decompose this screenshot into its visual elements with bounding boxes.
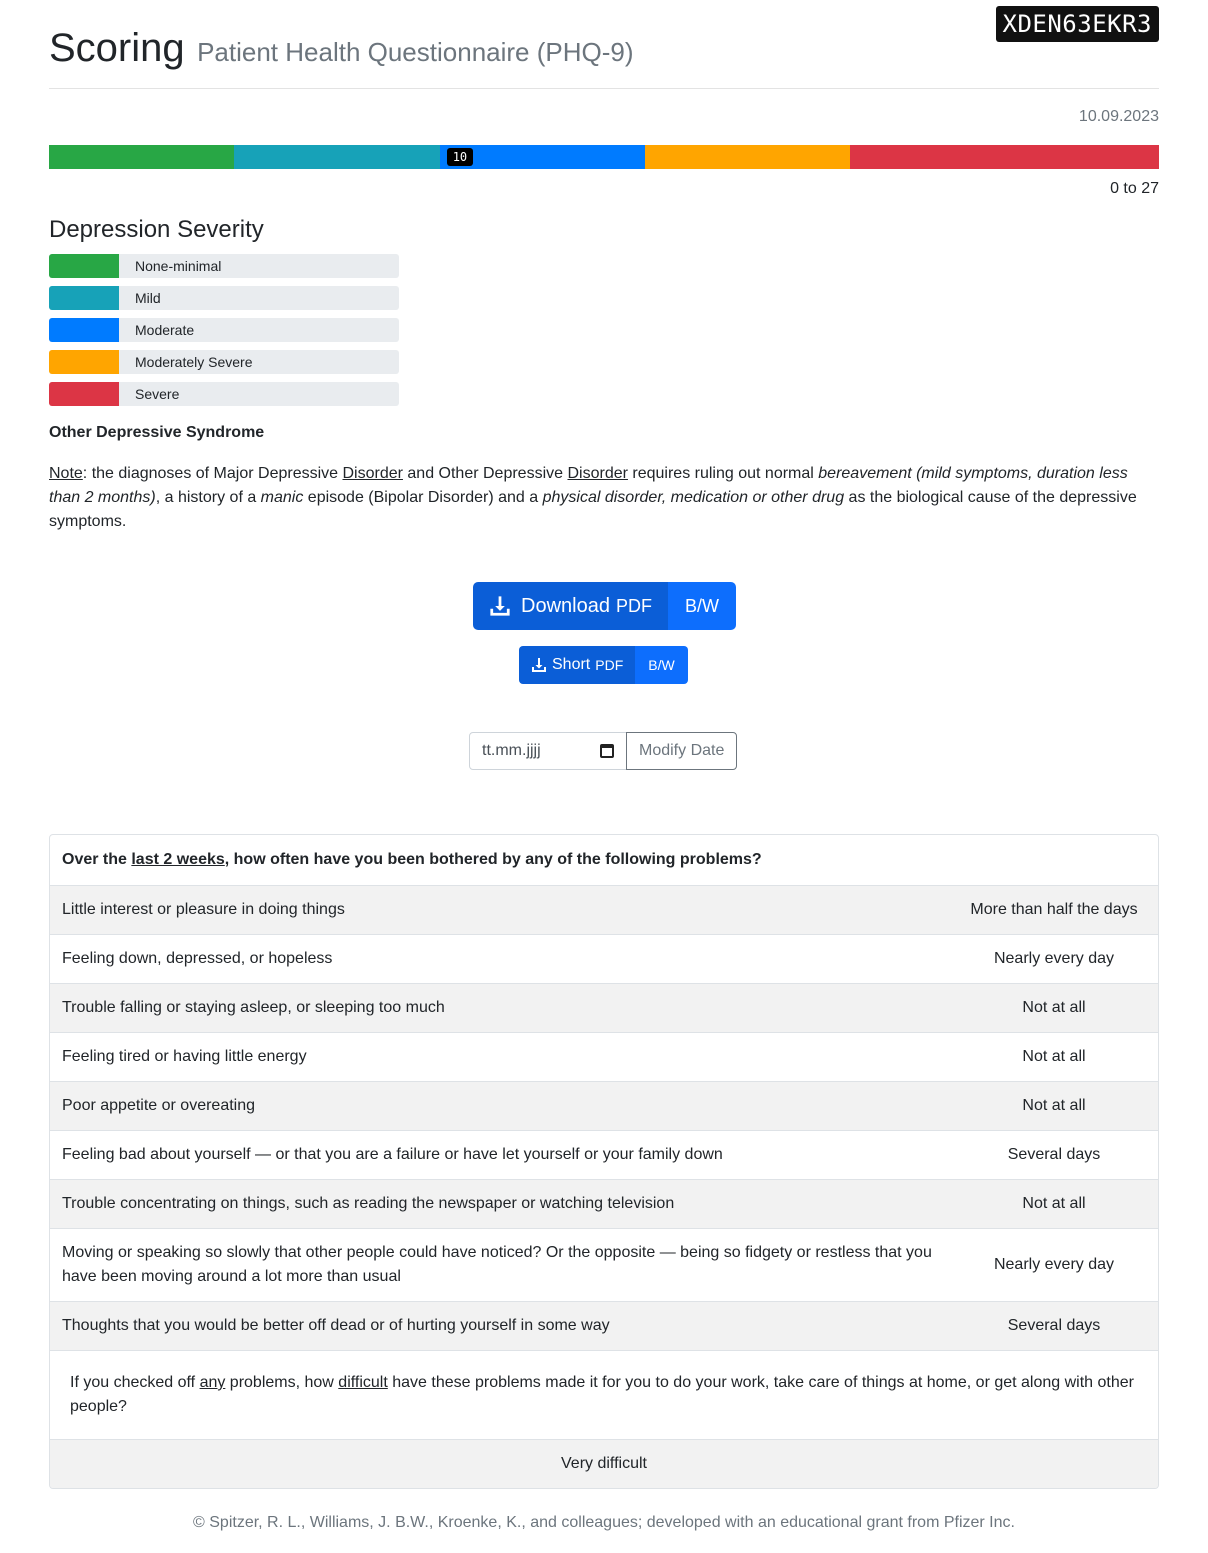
legend-label: None-minimal: [135, 258, 222, 274]
download-icon: [489, 595, 511, 617]
page-title: Scoring: [49, 26, 185, 70]
note-disorder-term: Disorder: [567, 465, 628, 482]
score-marker: 10: [447, 148, 473, 166]
legend-swatch: [49, 382, 119, 406]
date-input[interactable]: [469, 732, 627, 770]
question-answer: Not at all: [1022, 1097, 1086, 1114]
difficulty-question: [50, 1351, 1158, 1440]
note-label: Note: [49, 465, 83, 482]
table-row: [50, 1180, 1158, 1229]
question-answer: Several days: [1007, 1317, 1101, 1334]
legend-item-mild: [49, 286, 399, 310]
legend-label: Moderate: [135, 322, 195, 338]
short-pdf-label: PDF: [595, 657, 624, 673]
note-text: , a history of a: [155, 489, 261, 506]
note-text: : the diagnoses of Major Depressive: [82, 465, 343, 482]
table-row: [50, 1302, 1158, 1351]
date-input-placeholder: tt.mm.jjjj: [482, 742, 541, 759]
legend-swatch: [49, 286, 119, 310]
table-row: [50, 984, 1158, 1033]
legend-swatch: [49, 318, 119, 342]
score-range-label: 0 to 27: [1110, 180, 1159, 197]
table-row: [50, 1033, 1158, 1082]
short-pdf-group: [519, 646, 688, 684]
download-label: Download: [521, 594, 610, 617]
note-disorder-term: Disorder: [342, 465, 403, 482]
short-pdf-button[interactable]: [519, 646, 635, 684]
download-pdf-group: [473, 582, 736, 630]
legend-swatch: [49, 254, 119, 278]
modify-date-button[interactable]: Modify Date: [626, 732, 737, 770]
difficulty-any: any: [199, 1374, 226, 1391]
difficulty-text: have these problems made it for you to do your work, take care of things at home, or get along with other people?: [70, 1374, 1134, 1415]
note-text: requires ruling out normal: [627, 465, 819, 482]
questionnaire-header: [50, 835, 1158, 886]
severity-score-bar: [49, 145, 1159, 169]
page-subtitle: Patient Health Questionnaire (PHQ-9): [197, 37, 634, 67]
difficulty-word: difficult: [338, 1374, 388, 1391]
question-text: Feeling tired or having little energy: [62, 1048, 307, 1065]
score-date: 10.09.2023: [1078, 108, 1159, 125]
question-answer: Not at all: [1022, 1195, 1086, 1212]
header-text: Over the: [62, 851, 132, 868]
question-text: Poor appetite or overeating: [62, 1097, 256, 1114]
difficulty-text: If you checked off: [70, 1374, 200, 1391]
severity-heading: Depression Severity: [49, 216, 264, 243]
download-icon: [531, 657, 547, 673]
bar-segment-moderately-severe: [645, 145, 850, 169]
page-header: [49, 26, 634, 71]
table-row: [50, 1082, 1158, 1131]
diagnosis-note: [49, 462, 1159, 534]
question-text: Feeling down, depressed, or hopeless: [62, 950, 333, 967]
question-text: Thoughts that you would be better off dead or of hurting yourself in some way: [62, 1317, 610, 1334]
header-divider: [49, 88, 1159, 89]
question-answer: Nearly every day: [993, 1256, 1115, 1273]
calendar-icon[interactable]: [600, 744, 614, 758]
difficulty-answer: Very difficult: [50, 1440, 1158, 1488]
legend-label: Moderately Severe: [135, 354, 253, 370]
question-answer: Several days: [1007, 1146, 1101, 1163]
question-answer: Nearly every day: [993, 950, 1115, 967]
download-pdf-button[interactable]: [473, 582, 668, 630]
legend-item-moderate: [49, 318, 399, 342]
bar-segment-mild: [234, 145, 440, 169]
question-text: Trouble falling or staying asleep, or sleeping too much: [62, 999, 445, 1016]
short-label: Short: [552, 656, 591, 673]
note-text: and Other Depressive: [402, 465, 568, 482]
copyright-footer: © Spitzer, R. L., Williams, J. B.W., Kroenke, K., and colleagues; developed with an educational grant from Pfizer Inc.: [193, 1514, 1015, 1531]
legend-swatch: [49, 350, 119, 374]
note-physical: physical disorder, medication or other drug: [542, 489, 845, 506]
question-text: Feeling bad about yourself — or that you are a failure or have let yourself or your family down: [62, 1146, 723, 1163]
legend-item-none-minimal: [49, 254, 399, 278]
question-answer: Not at all: [1022, 999, 1086, 1016]
legend-item-moderately-severe: [49, 350, 399, 374]
table-row: [50, 886, 1158, 935]
difficulty-text: problems, how: [225, 1374, 339, 1391]
bar-segment-severe: [850, 145, 1159, 169]
question-rows: [50, 886, 1158, 1351]
patient-code-badge: XDEN63EKR3: [996, 6, 1160, 42]
legend-item-severe: [49, 382, 399, 406]
modify-date-form: [469, 732, 737, 770]
bar-segment-none-minimal: [49, 145, 234, 169]
short-bw-button[interactable]: B/W: [635, 646, 687, 684]
table-row: [50, 935, 1158, 984]
table-row: [50, 1229, 1158, 1302]
legend-label: Mild: [135, 290, 161, 306]
question-text: Little interest or pleasure in doing things: [62, 901, 345, 918]
note-text: episode (Bipolar Disorder) and a: [303, 489, 543, 506]
download-pdf-label: PDF: [615, 595, 652, 616]
severity-legend: [49, 254, 399, 414]
table-row: [50, 1131, 1158, 1180]
questionnaire-table: [49, 834, 1159, 1489]
download-bw-button[interactable]: B/W: [668, 582, 736, 630]
header-period: last 2 weeks: [131, 851, 225, 868]
question-text: Moving or speaking so slowly that other people could have noticed? Or the opposite — being so fidgety or restless that you have been moving around a lot more than usual: [62, 1244, 932, 1285]
legend-label: Severe: [135, 386, 180, 402]
diagnosis-result: Other Depressive Syndrome: [49, 424, 265, 441]
note-manic: manic: [260, 489, 304, 506]
note-bereavement: bereavement (mild symptoms, duration less than 2 months): [49, 465, 1128, 506]
question-text: Trouble concentrating on things, such as reading the newspaper or watching television: [62, 1195, 675, 1212]
question-answer: More than half the days: [970, 901, 1138, 918]
note-text: as the biological cause of the depressive symptoms.: [49, 489, 1137, 530]
header-text: , how often have you been bothered by any of the following problems?: [224, 851, 762, 868]
question-answer: Not at all: [1022, 1048, 1086, 1065]
